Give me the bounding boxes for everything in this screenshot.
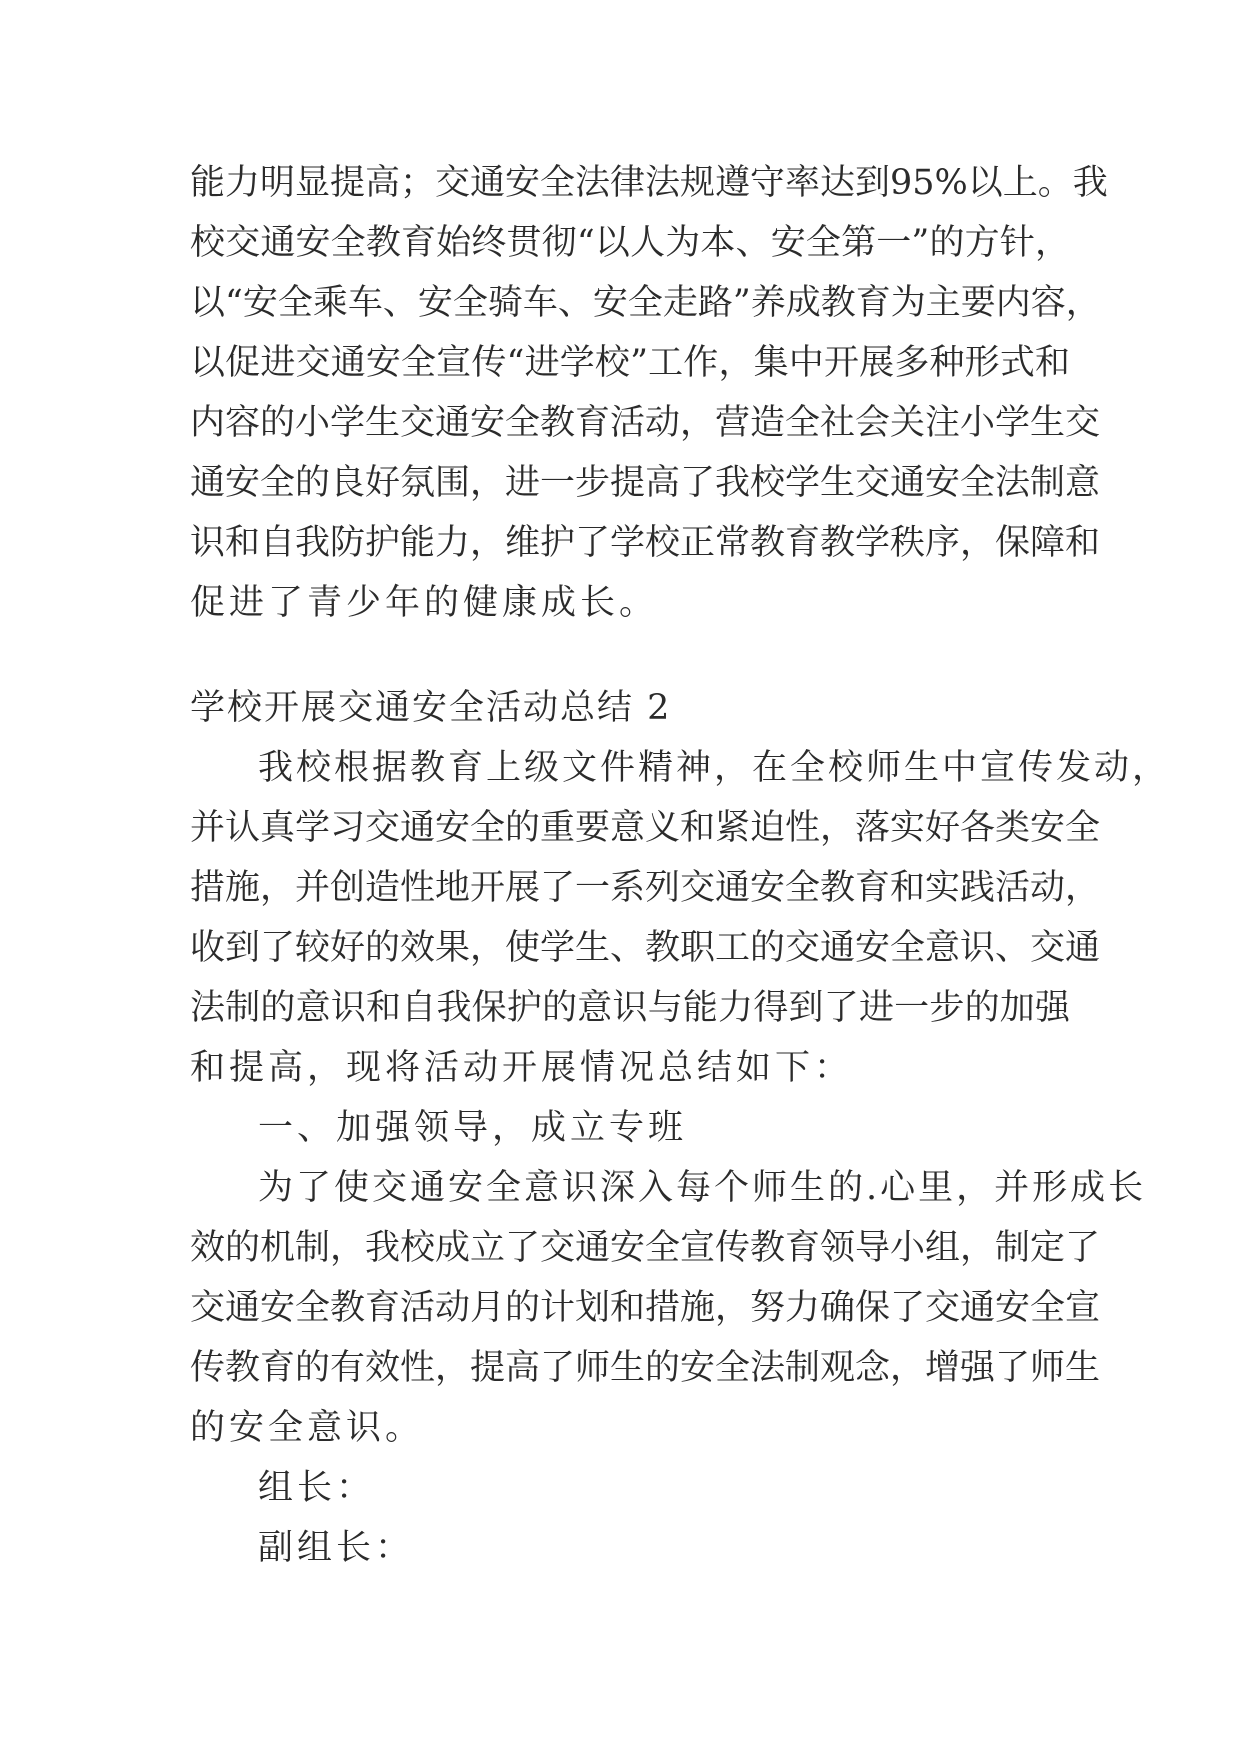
body-text-line: 内容的小学生交通安全教育活动，营造全社会关注小学生交 xyxy=(190,403,1101,443)
body-text-line: 我校根据教育上级文件精神，在全校师生中宣传发动， xyxy=(258,748,1171,788)
body-text-line: 并认真学习交通安全的重要意义和紧迫性，落实好各类安全 xyxy=(190,808,1101,848)
body-text-line: 校交通安全教育始终贯彻“以人为本、安全第一”的方针， xyxy=(190,223,1070,263)
body-text-line: 识和自我防护能力，维护了学校正常教育教学秩序，保障和 xyxy=(190,523,1101,563)
body-text-line: 措施，并创造性地开展了一系列交通安全教育和实践活动， xyxy=(190,868,1101,908)
section-title: 学校开展交通安全活动总结 2 xyxy=(190,688,672,728)
body-text-line: 能力明显提高；交通安全法律法规遵守率达到95%以上。我 xyxy=(190,163,1108,203)
body-text-line: 以促进交通安全宣传“进学校”工作，集中开展多种形式和 xyxy=(190,343,1070,383)
deputy-leader-label: 副组长： xyxy=(258,1528,415,1568)
leader-label: 组长： xyxy=(258,1468,376,1508)
body-text-line: 和提高，现将活动开展情况总结如下： xyxy=(190,1048,854,1088)
body-text-line: 效的机制，我校成立了交通安全宣传教育领导小组，制定了 xyxy=(190,1228,1101,1268)
body-text-line: 法制的意识和自我保护的意识与能力得到了进一步的加强 xyxy=(190,988,1070,1028)
body-text-line: 为了使交通安全意识深入每个师生的.心里，并形成长 xyxy=(258,1168,1147,1208)
body-text-line: 收到了较好的效果，使学生、教职工的交通安全意识、交通 xyxy=(190,928,1101,968)
body-text-line: 的安全意识。 xyxy=(190,1408,425,1448)
subheading: 一、加强领导，成立专班 xyxy=(258,1108,688,1148)
body-text-line: 通安全的良好氛围，进一步提高了我校学生交通安全法制意 xyxy=(190,463,1101,503)
body-text-line: 传教育的有效性，提高了师生的安全法制观念，增强了师生 xyxy=(190,1348,1101,1388)
body-text-line: 以“安全乘车、安全骑车、安全走路”养成教育为主要内容， xyxy=(190,283,1101,323)
body-text-line: 交通安全教育活动月的计划和措施，努力确保了交通安全宣 xyxy=(190,1288,1101,1328)
body-text-line: 促进了青少年的健康成长。 xyxy=(190,583,659,623)
